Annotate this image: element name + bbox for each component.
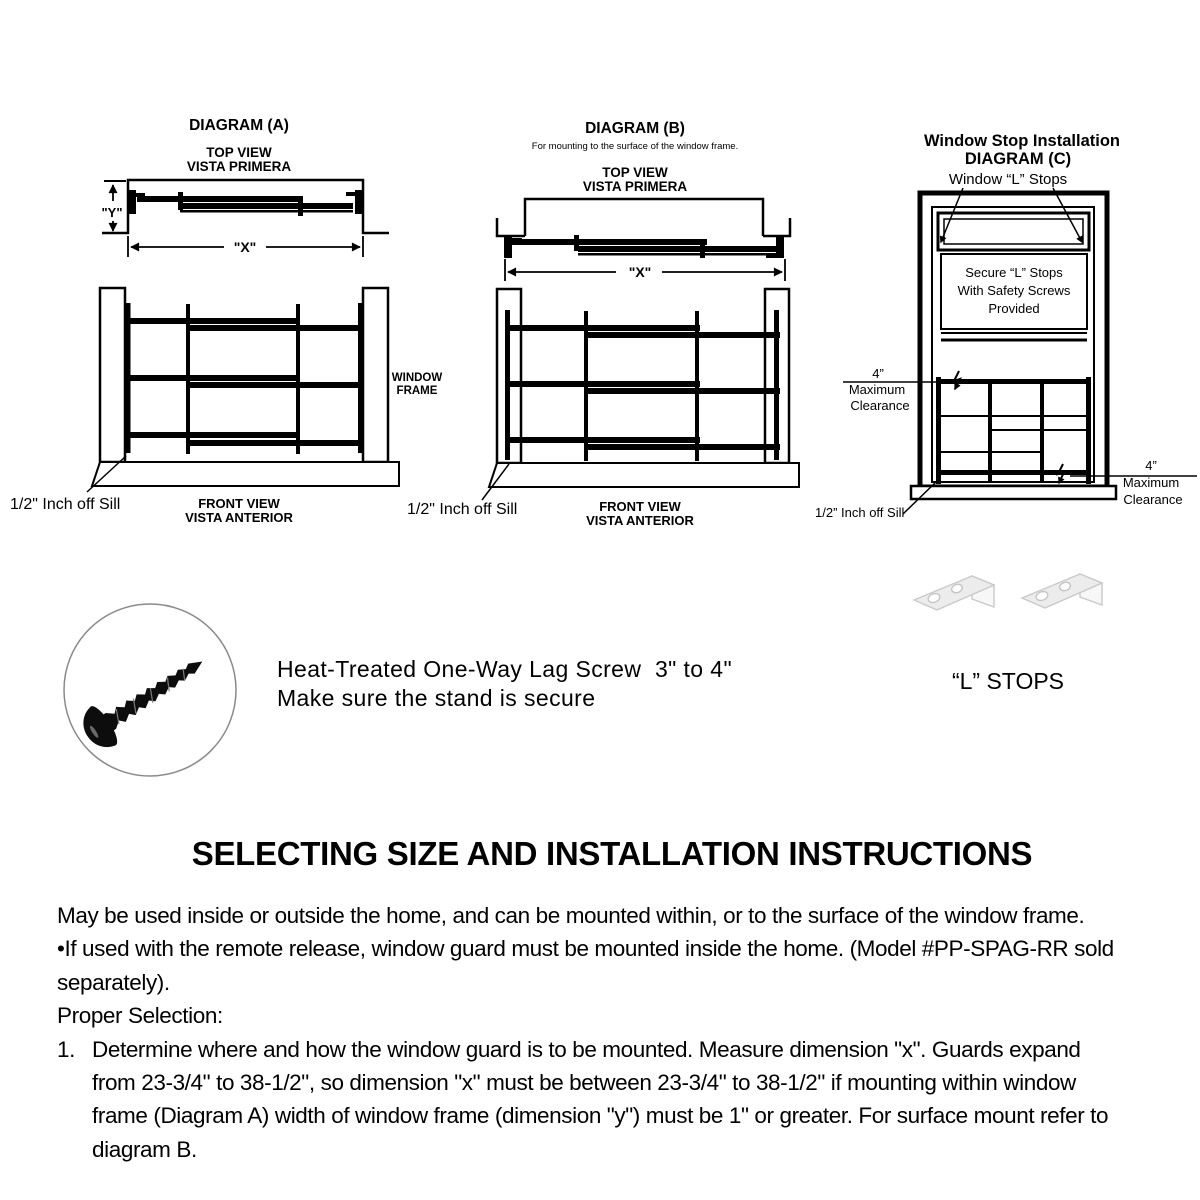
window-post-left-a xyxy=(100,288,125,462)
diagram-b-frontview-label: FRONT VIEW xyxy=(599,499,681,514)
window-post-right-a xyxy=(363,288,388,462)
frame-return-left-b xyxy=(497,218,525,236)
dimension-x-b xyxy=(505,259,785,281)
window-sill-b xyxy=(489,463,799,487)
window-sill-c xyxy=(911,486,1116,499)
instructions-item-1 xyxy=(57,1033,1167,1066)
instructions-para-2a: •If used with the remote release, window guard must be mounted inside the home. (Model #PP-SPAG-RR sold xyxy=(57,936,1114,962)
window-frame-label-1: WINDOW xyxy=(391,372,443,384)
secure-note-1: Secure “L” Stops xyxy=(965,265,1063,280)
diagram-b xyxy=(407,120,799,528)
diagram-b-subtitle: For mounting to the surface of the window frame. xyxy=(531,141,739,152)
instructions-body xyxy=(57,899,1167,1166)
instructions-item-1a: Determine where and how the window guard is to be mounted. Measure dimension "x". Guards expand xyxy=(92,1036,1081,1062)
window-sill-a xyxy=(92,462,399,486)
list-number: 1. xyxy=(57,1036,75,1062)
screw-caption-line2: Make sure the stand is secure xyxy=(277,685,596,711)
l-stops-pointer-label: Window “L” Stops xyxy=(948,171,1068,188)
clearance-left-line2: Clearance xyxy=(850,398,910,413)
instructions-para-1: May be used inside or outside the home, and can be mounted within, or to the surface of the window frame. xyxy=(57,903,1085,928)
instructions-para-3: Proper Selection: xyxy=(57,1003,223,1029)
window-guard-front-b xyxy=(505,310,780,461)
diagram-b-title: DIAGRAM (B) xyxy=(585,120,685,137)
clearance-right-line1: Maximum xyxy=(1122,475,1180,490)
diagram-a-topview-label: TOP VIEW xyxy=(206,145,272,160)
diagram-a-frontview-label: FRONT VIEW xyxy=(198,496,280,511)
diagram-a-title: DIAGRAM (A) xyxy=(189,117,289,134)
sill-note-c: 1/2” Inch off Sill xyxy=(815,505,905,520)
dim-x-label-a: "X" xyxy=(233,239,257,255)
l-bracket-icon xyxy=(1022,574,1102,608)
guard-bar-top-view-a xyxy=(129,190,362,216)
window-guard-front-a xyxy=(126,303,363,454)
lag-screw-figure xyxy=(64,604,732,776)
l-bracket-icon xyxy=(914,576,994,610)
screw-caption-line1: Heat-Treated One-Way Lag Screw 3" to 4" xyxy=(277,656,733,682)
dim-x-label-b: "X" xyxy=(628,264,652,280)
frame-top-view-b xyxy=(525,199,763,236)
diagram-c xyxy=(815,132,1197,520)
l-stops-figure xyxy=(914,574,1102,694)
diagram-c-title-2: DIAGRAM (C) xyxy=(964,150,1072,168)
instructions-item-1d: diagram B. xyxy=(92,1136,197,1162)
instructions-item-1b: from 23-3/4" to 38-1/2", so dimension "x" must be between 23-3/4" to 38-1/2" if mounting within window xyxy=(92,1070,1076,1096)
diagram-a-topview-label-es: VISTA PRIMERA xyxy=(186,159,292,174)
clearance-right-line2: Clearance xyxy=(1123,492,1183,507)
clearance-right-value: 4” xyxy=(1145,458,1157,473)
sill-note-b: 1/2" Inch off Sill xyxy=(407,501,518,518)
window-frame-label-2: FRAME xyxy=(396,385,438,397)
instructions-heading: SELECTING SIZE AND INSTALLATION INSTRUCTIONS xyxy=(191,835,1033,872)
guard-bar-top-view-b xyxy=(504,235,784,258)
diagram-b-topview-label: TOP VIEW xyxy=(602,165,668,180)
clearance-left-line1: Maximum xyxy=(848,382,906,397)
diagram-b-topview-label-es: VISTA PRIMERA xyxy=(582,179,688,194)
secure-note-3: Provided xyxy=(988,301,1040,316)
instructions-para-2b: separately). xyxy=(57,969,170,995)
diagram-c-title-1: Window Stop Installation xyxy=(923,132,1121,150)
diagram-a-frontview-label-es: VISTA ANTERIOR xyxy=(185,510,293,525)
dimension-y xyxy=(102,181,127,231)
dimension-x-a xyxy=(128,236,363,257)
instructions-item-1c: frame (Diagram A) width of window frame (dimension "y") must be 1" or greater. For surface mount refer to xyxy=(92,1103,1109,1129)
secure-note-2: With Safety Screws xyxy=(957,283,1071,298)
clearance-left-value: 4” xyxy=(872,366,884,381)
sill-note-a: 1/2" Inch off Sill xyxy=(10,496,121,513)
frame-return-right-b xyxy=(763,218,790,236)
diagram-b-frontview-label-es: VISTA ANTERIOR xyxy=(586,513,694,528)
l-stops-caption: “L” STOPS xyxy=(951,668,1065,694)
dim-y-label: "Y" xyxy=(101,205,123,220)
diagram-a xyxy=(10,117,442,525)
